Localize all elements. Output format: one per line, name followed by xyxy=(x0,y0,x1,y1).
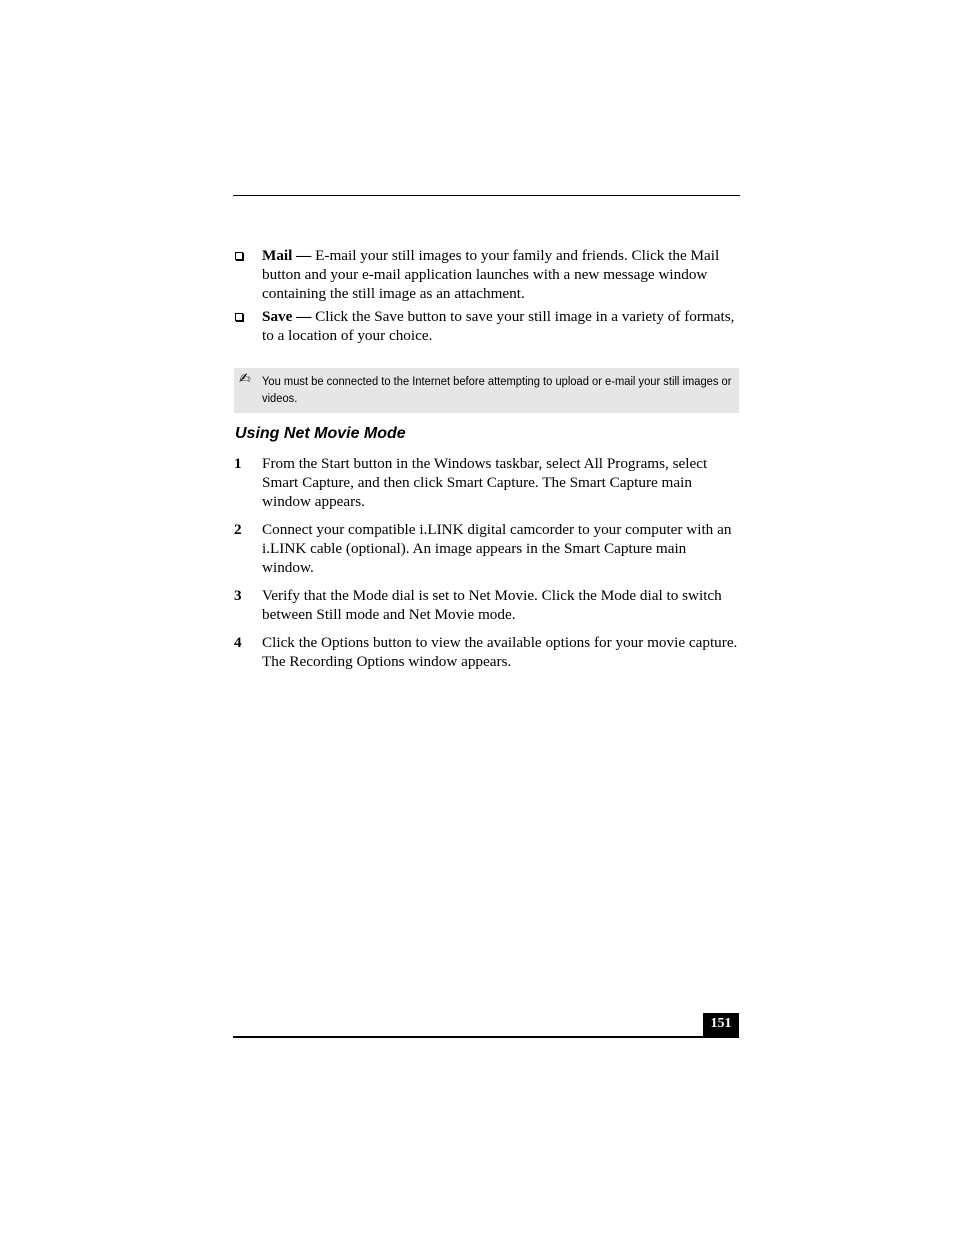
step-number: 3 xyxy=(234,587,242,604)
step-item xyxy=(233,520,740,577)
step-text: Connect your compatible i.LINK digital camcorder to your computer with an i.LINK cable (optional). An image appears in the Smart Capture main window. xyxy=(262,521,732,576)
checkbox-bullet-icon xyxy=(235,252,243,260)
note-box xyxy=(234,368,739,413)
step-text: From the Start button in the Windows taskbar, select All Programs, select Smart Capture, and then click Smart Capture. The Smart Capture main window appears. xyxy=(262,455,708,510)
section-heading: Using Net Movie Mode xyxy=(235,425,406,442)
checkbox-bullet-icon xyxy=(235,313,243,321)
header-rule xyxy=(233,195,740,196)
footer-rule xyxy=(233,1036,739,1038)
step-item xyxy=(233,454,740,511)
step-text: Verify that the Mode dial is set to Net Movie. Click the Mode dial to switch between Still mode and Net Movie mode. xyxy=(262,587,722,623)
note-text: You must be connected to the Internet before attempting to upload or e-mail your still images or videos. xyxy=(262,374,732,405)
step-item xyxy=(233,633,740,671)
step-item xyxy=(233,586,740,624)
steps-list xyxy=(233,454,740,680)
bullet-term: Save — xyxy=(262,308,312,325)
step-text: Click the Options button to view the available options for your movie capture. The Recording Options window appears. xyxy=(262,634,738,670)
page-number: 151 xyxy=(703,1013,739,1037)
bullet-text: Click the Save button to save your still image in a variety of formats, to a location of your choice. xyxy=(262,308,735,344)
writing-hand-note-icon: ✍ xyxy=(239,371,251,387)
option-bullet-list xyxy=(233,246,740,349)
step-number: 1 xyxy=(234,455,242,472)
bullet-term: Mail — xyxy=(262,247,312,264)
step-number: 2 xyxy=(234,521,242,538)
bullet-item-save xyxy=(233,307,740,345)
step-number: 4 xyxy=(234,634,242,651)
bullet-item-mail xyxy=(233,246,740,303)
bullet-text: E-mail your still images to your family and friends. Click the Mail button and your e-mail application launches with a new message window containing the still image as an attachment. xyxy=(262,247,720,302)
